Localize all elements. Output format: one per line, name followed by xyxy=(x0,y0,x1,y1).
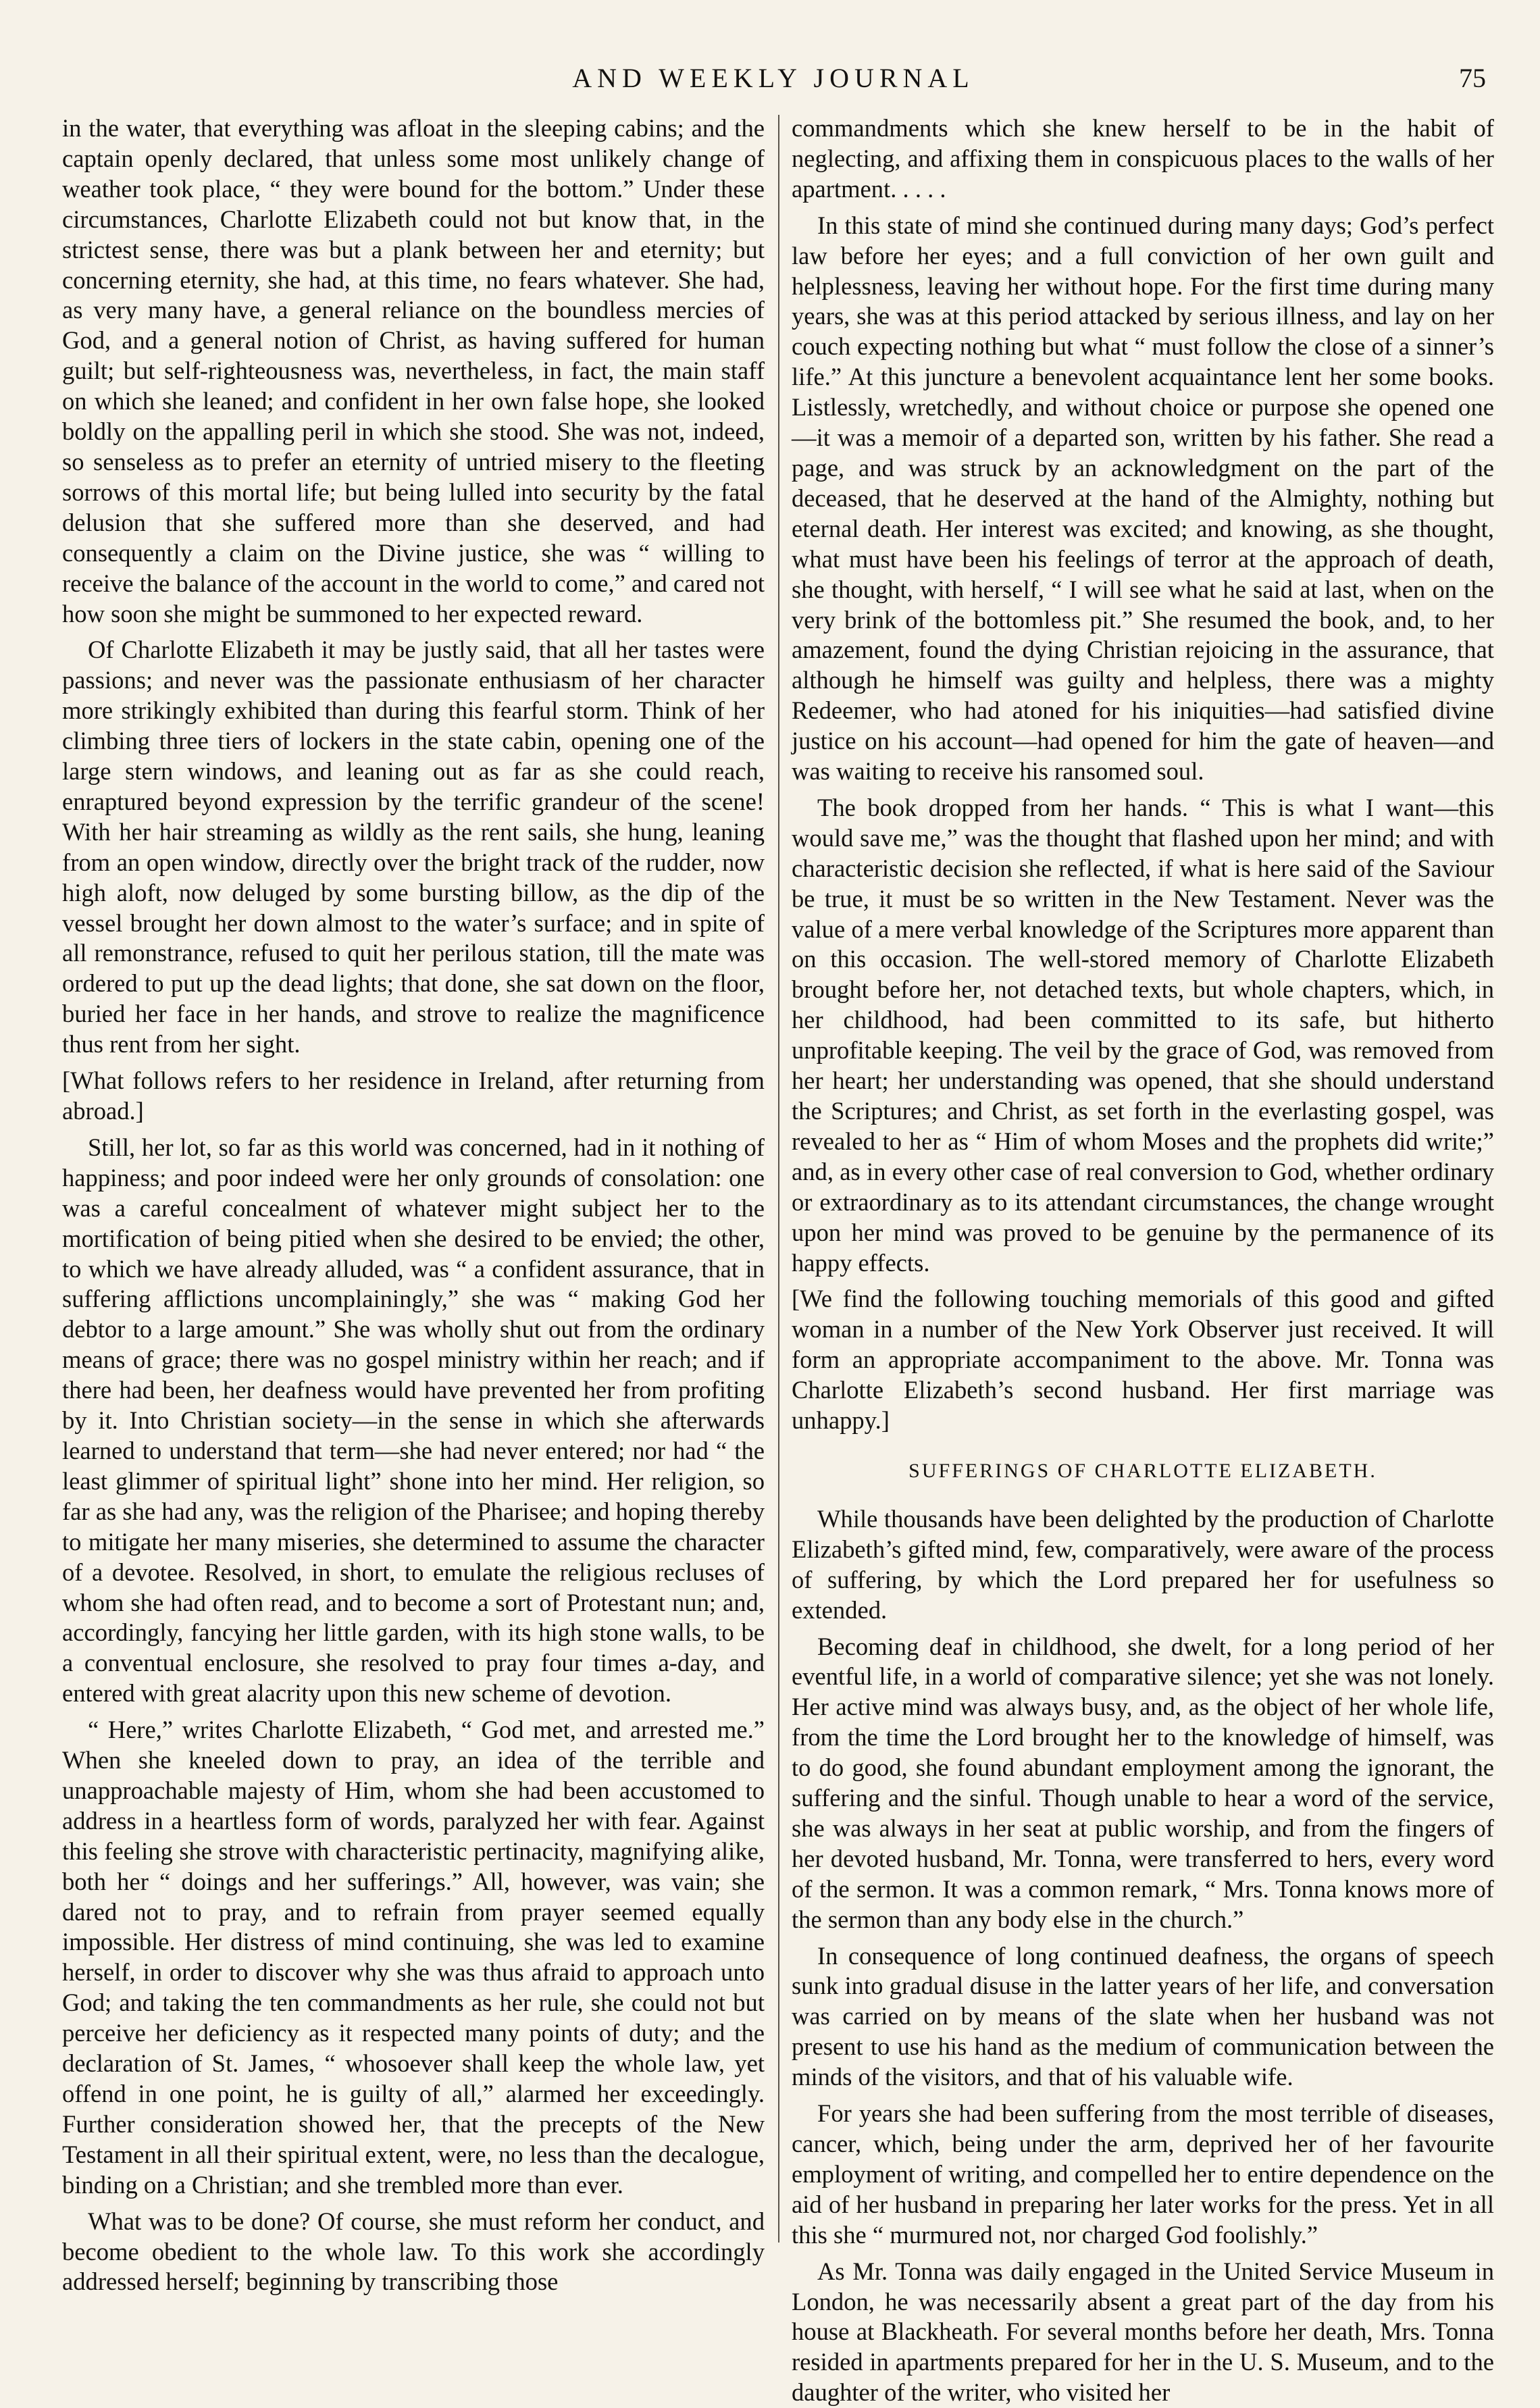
paragraph: commandments which she knew herself to be in the habit of neglecting, and affixing them in conspicuous places to the walls of her apartment. . . . . xyxy=(792,114,1494,203)
paragraph: “ Here,” writes Charlotte Elizabeth, “ God met, and arrested me.” When she kneeled down to pray, an idea of the terrible and unapproachable majesty of Him, whom she had been accustomed to address in a heartless form of words, paralyzed her with fear. Against this feeling she strove with characteristic pertinacity, magnifying alike, both her “ doings and her sufferings.” All, however, was vain; she dared not to pray, and to refrain from prayer seemed equally impossible. Her distress of mind continuing, she was led to examine herself, in order to discover why she was thus afraid to approach unto God; and taking the ten commandments as her rule, she could not but perceive her deficiency as it respected many points of duty; and the declaration of St. James, “ whosoever shall keep the whole law, yet offend in one point, he is guilty of all,” alarmed her exceedingly. Further consideration showed her, that the precepts of the New Testament in all their spiritual extent, were, no less than the decalogue, binding on a Christian; and she trembled more than ever. xyxy=(62,1716,765,2199)
paragraph: In consequence of long continued deafness, the organs of speech sunk into gradual disuse in the latter years of her life, and conversation was carried on by means of the slate when her husband was not present to use his hand as the medium of communication between the minds of the visitors, and that of his valuable wife. xyxy=(792,1941,1494,2091)
paragraph: While thousands have been delighted by the production of Charlotte Elizabeth’s gifted mind, few, comparatively, were aware of the process of suffering, by which the Lord prepared her for usefulness so extended. xyxy=(792,1504,1494,1624)
paragraph: As Mr. Tonna was daily engaged in the United Service Museum in London, he was necessarily absent a great part of the day from his house at Blackheath. For several months before her death, Mrs. Tonna resided in apartments prepared for her in the U. S. Museum, and to the daughter of the writer, who visited her xyxy=(792,2257,1494,2407)
paragraph: Of Charlotte Elizabeth it may be justly said, that all her tastes were passions; and never was the passionate enthusiasm of her character more strikingly exhibited than during this fearful storm. Think of her climbing three tiers of lockers in the state cabin, opening one of the large stern windows, and leaning out as far as she could reach, enraptured beyond expression by the terrific grandeur of the scene! With her hair streaming as wildly as the rent sails, she hung, leaning from an open window, directly over the bright track of the rudder, now high aloft, now deluged by some bursting billow, as the dip of the vessel brought her down almost to the water’s surface; and in spite of all remonstrance, refused to quit her perilous station, till the mate was ordered to put up the dead lights; that done, she sat down on the floor, buried her face in her hands, and strove to realize the magnificence thus rent from her sight. xyxy=(62,636,765,1058)
paragraph: In this state of mind she continued during many days; God’s perfect law before her eyes; and a full conviction of her own guilt and helplessness, leaving her without hope. For the first time during many years, she was at this period attacked by serious illness, and lay on her couch expecting nothing but what “ must follow the close of a sinner’s life.” At this juncture a benevolent acquaintance lent her some books. Listlessly, wretchedly, and without choice or purpose she opened one—it was a memoir of a departed son, written by his father. She read a page, and was struck by an acknowledgment on the part of the deceased, that he deserved at the hand of the Almighty, nothing but eternal death. Her interest was excited; and knowing, as she thought, what must have been his feelings of terror at the approach of death, she thought, with herself, “ I will see what he said at last, when on the very brink of the bottomless pit.” She resumed the book, and, to her amazement, found the dying Christian rejoicing in the assurance, that although he himself was guilty and helpless, there was a mighty Redeemer, who had atoned for his iniquities—had satisfied divine justice on his account—had opened for him the gate of heaven—and was waiting to receive his ransomed soul. xyxy=(792,211,1494,786)
editorial-note: [We find the following touching memorials of this good and gifted woman in a number of the New York Observer just received. It will form an appropriate accompaniment to the above. Mr. Tonna was Charlotte Elizabeth’s second husband. Her first marriage was unhappy.] xyxy=(792,1285,1494,1435)
running-title: AND WEEKLY JOURNAL xyxy=(572,63,975,93)
left-column xyxy=(62,113,765,2296)
paragraph: What was to be done? Of course, she must reform her conduct, and become obedient to the whole law. To this work she accordingly addressed herself; beginning by transcribing those xyxy=(62,2207,765,2296)
paragraph: Becoming deaf in childhood, she dwelt, for a long period of her eventful life, in a world of comparative silence; yet she was not lonely. Her active mind was always busy, and, as the object of her whole life, from the time the Lord brought her to the knowledge of himself, was to do good, she found abundant employment among the ignorant, the suffering and the sinful. Though unable to hear a word of the service, she was always in her seat at public worship, and from the fingers of her devoted husband, Mr. Tonna, were transferred to hers, every word of the sermon. It was a common remark, “ Mrs. Tonna knows more of the sermon than any body else in the church.” xyxy=(792,1632,1494,1933)
column-divider xyxy=(778,115,779,2243)
editorial-note: [What follows refers to her residence in Ireland, after returning from abroad.] xyxy=(62,1067,765,1125)
paragraph: Still, her lot, so far as this world was concerned, had in it nothing of happiness; and poor indeed were her only grounds of consolation: one was a careful concealment of whatever might subject her to the mortification of being pitied when she desired to be envied; the other, to which we have already alluded, was “ a confident assurance, that in suffering afflictions uncomplainingly,” she was “ making God her debtor to a large amount.” She was wholly shut out from the ordinary means of grace; there was no gospel ministry within her reach; and if there had been, her deafness would have prevented her from profiting by it. Into Christian society—in the sense in which she afterwards learned to understand that term—she had never entered; nor had “ the least glimmer of spiritual light” shone into her mind. Her religion, so far as she had any, was the religion of the Pharisee; and hoping thereby to mitigate her many miseries, she determined to assume the character of a devotee. Resolved, in short, to emulate the religious recluses of whom she had often read, and to become a sort of Protestant nun; and, accordingly, fancying her little garden, with its high stone walls, to be a conventual enclosure, she resolved to pray four times a-day, and entered with great alacrity upon this new scheme of devotion. xyxy=(62,1133,765,1708)
paragraph: For years she had been suffering from the most terrible of diseases, cancer, which, being under the arm, deprived her of her favourite employment of writing, and compelled her to entire dependence on the aid of her husband in preparing her later works for the press. Yet in all this she “ murmured not, nor charged God foolishly.” xyxy=(792,2099,1494,2249)
page-number: 75 xyxy=(1459,63,1486,93)
right-column xyxy=(792,113,1494,2407)
paragraph: The book dropped from her hands. “ This is what I want—this would save me,” was the thought that flashed upon her mind; and with characteristic decision she reflected, if what is here said of the Saviour be true, it must be so written in the New Testament. Never was the value of a mere verbal knowledge of the Scriptures more apparent than on this occasion. The well-stored memory of Charlotte Elizabeth brought before her, not detached texts, but whole chapters, which, in her childhood, had been committed to its safe, but hitherto unprofitable keeping. The veil by the grace of God, was removed from her heart; her understanding was opened, that she should understand the Scriptures; and Christ, as set forth in the everlasting gospel, was revealed to her as “ Him of whom Moses and the prophets did write;” and, as in every other case of real conversion to God, whether ordinary or extraordinary as to its attendant circumstances, the change wrought upon her mind was proved to be genuine by the permanence of its happy effects. xyxy=(792,793,1494,1277)
paragraph: in the water, that everything was afloat in the sleeping cabins; and the captain openly declared, that unless some most unlikely change of weather took place, “ they were bound for the bottom.” Under these circumstances, Charlotte Elizabeth could not but know that, in the strictest sense, there was but a plank between her and eternity; but concerning eternity, she had, at this time, no fears whatever. She had, as very many have, a general reliance on the boundless mercies of God, and a general notion of Christ, as having suffered for human guilt; but self-righteousness was, nevertheless, in fact, the main staff on which she leaned; and confident in her own false hope, she looked boldly on the appalling peril in which she stood. She was not, indeed, so senseless as to prefer an eternity of untried misery to the fleeting sorrows of this mortal life; but being lulled into security by the fatal delusion that she suffered more than she deserved, and had consequently a claim on the Divine justice, she was “ willing to receive the balance of the account in the world to come,” and cared not how soon she might be summoned to her expected reward. xyxy=(62,114,765,627)
section-heading: SUFFERINGS OF CHARLOTTE ELIZABETH. xyxy=(908,1459,1377,1482)
page-header xyxy=(61,62,1486,109)
